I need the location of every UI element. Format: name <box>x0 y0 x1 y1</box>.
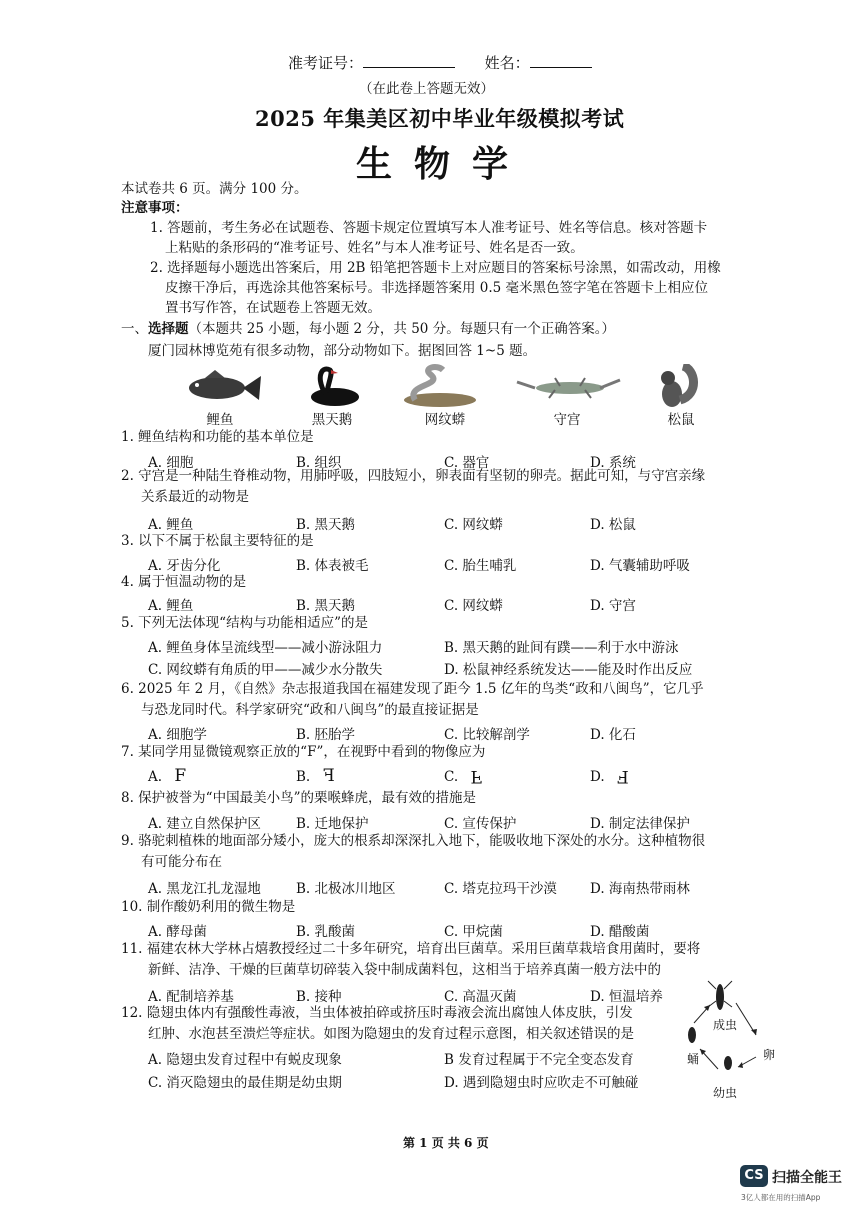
option-a-label: A. <box>148 769 163 785</box>
gecko-icon <box>517 378 620 398</box>
option-b: B. 黑天鹅 <box>296 598 356 614</box>
option-d: D. 制定法律保护 <box>590 816 690 832</box>
larva-label: 幼虫 <box>713 1086 738 1100</box>
question-stem-cont: 与恐龙同时代。科学家研究“政和八闽鸟”的最直接证据是 <box>141 702 479 718</box>
option-a: A. 细胞学 <box>148 727 207 743</box>
question-stem-cont: 新鲜、洁净、干燥的巨菌草切碎装入袋中制成菌料包，这相当于培养真菌一般方法中的 <box>148 962 661 978</box>
note-1-line-2: 上粘贴的条形码的“准考证号、姓名”与本人准考证号、姓名是否一致。 <box>165 240 584 256</box>
rove-beetle-lifecycle-diagram <box>680 975 780 1095</box>
option-d: D. 醋酸菌 <box>590 924 650 940</box>
option-c: C. 宣传保护 <box>444 816 517 832</box>
option-b: B. 乳酸菌 <box>296 924 356 940</box>
camscanner-logo-icon: CS <box>740 1165 768 1187</box>
option-c: C. 胎生哺乳 <box>444 558 517 574</box>
answer-invalid-notice: （在此卷上答题无效） <box>359 81 494 97</box>
note-2-line-2: 皮擦干净后，再选涂其他答案标号。非选择题答案用 0.5 毫米黑色签字笔在答题卡上相应位 <box>165 280 709 296</box>
python-snake-icon <box>404 367 476 407</box>
question-stem-cont: 关系最近的动物是 <box>141 489 249 505</box>
option-a: A. 细胞 <box>148 455 194 471</box>
option-c: C. 比较解剖学 <box>444 727 530 743</box>
animal-label: 松鼠 <box>667 412 695 428</box>
option-a: A. 鲤鱼身体呈流线型——减小游泳阻力 <box>148 640 383 656</box>
pupa-label: 蛹 <box>687 1052 700 1066</box>
exam-number-label: 准考证号： <box>288 54 364 72</box>
option-c: C. 网纹蟒 <box>444 517 503 533</box>
question-stem: 6. 2025 年 2 月，《自然》杂志报道我国在福建发现了距今 1.5 亿年的鸟类“政和八闽鸟”，它几乎 <box>121 681 704 697</box>
option-b-label: B. <box>296 769 311 785</box>
option-b: B. 组织 <box>296 455 342 471</box>
camscanner-name: 扫描全能王 <box>772 1170 842 1186</box>
question-stem-cont: 有可能分布在 <box>141 854 222 870</box>
option-c <box>444 766 482 786</box>
option-d: D. 松鼠神经系统发达——能及时作出反应 <box>444 662 693 678</box>
option-d-label: D. <box>590 769 605 785</box>
option-b: B. 北极冰川地区 <box>296 881 396 897</box>
option-b: B. 体表被毛 <box>296 558 369 574</box>
question-stem: 7. 某同学用显微镜观察正放的“F”，在视野中看到的物像应为 <box>121 744 486 760</box>
question-stem: 3. 以下不属于松鼠主要特征的是 <box>121 533 314 549</box>
option-c: C. 高温灭菌 <box>444 989 517 1005</box>
exam-title: 2025 年集美区初中毕业年级模拟考试 <box>255 106 625 131</box>
option-b <box>296 766 334 786</box>
egg-label: 卵 <box>763 1048 776 1062</box>
question-stem: 11. 福建农林大学林占熺教授经过二十多年研究，培育出巨菌草。采用巨菌草栽培食用菌时，要将 <box>121 941 701 957</box>
carp-fish-icon <box>189 370 261 400</box>
notes-title: 注意事项： <box>121 200 189 216</box>
section-heading <box>121 320 615 339</box>
option-a: A. 隐翅虫发育过程中有蜕皮现象 <box>148 1052 342 1068</box>
option-a: A. 黑龙江扎龙湿地 <box>148 881 261 897</box>
option-c: C. 塔克拉玛干沙漠 <box>444 881 557 897</box>
black-swan-icon <box>311 369 359 406</box>
animal-label: 鲤鱼 <box>206 412 234 428</box>
section-number: 一、 <box>121 321 148 337</box>
question-stem: 9. 骆驼刺植株的地面部分矮小，庞大的根系却深深扎入地下，能吸收地下深处的水分。这种植物很 <box>121 833 706 849</box>
adult-label: 成虫 <box>713 1018 738 1032</box>
f-glyph-upright: F <box>174 766 187 786</box>
option-c-label: C. <box>444 769 459 785</box>
question-stem: 5. 下列无法体现“结构与功能相适应”的是 <box>121 615 368 631</box>
option-b: B. 黑天鹅的趾间有蹼——利于水中游泳 <box>444 640 679 656</box>
option-d: D. 系统 <box>590 455 636 471</box>
option-c: C. 网纹蟒 <box>444 598 503 614</box>
animal-label: 黑天鹅 <box>311 412 353 428</box>
option-a: A. 鲤鱼 <box>148 517 194 533</box>
adult-beetle-icon <box>708 981 732 1010</box>
f-glyph-flipped: F <box>470 766 483 786</box>
option-c: C. 消灭隐翅虫的最佳期是幼虫期 <box>148 1075 342 1091</box>
option-d: D. 恒温培养 <box>590 989 663 1005</box>
f-glyph-rotated: F <box>616 766 629 786</box>
option-a: A. 建立自然保护区 <box>148 816 261 832</box>
exam-info-line <box>288 52 592 73</box>
animal-figures <box>175 364 795 410</box>
larva-icon <box>724 1056 732 1070</box>
question-stem: 2. 守宫是一种陆生脊椎动物，用肺呼吸，四肢短小，卵表面有坚韧的卵壳。据此可知，与守宫亲缘 <box>121 468 706 484</box>
option-b: B. 胚胎学 <box>296 727 356 743</box>
question-stem: 12. 隐翅虫体内有强酸性毒液，当虫体被拍碎或挤压时毒液会流出腐蚀人体皮肤，引发 <box>121 1005 633 1021</box>
note-2-line-3: 置书写作答，在试题卷上答题无效。 <box>165 300 381 316</box>
animal-label: 守宫 <box>553 412 581 428</box>
option-d: D. 海南热带雨林 <box>590 881 690 897</box>
question-stem: 4. 属于恒温动物的是 <box>121 574 247 590</box>
section-rules: （本题共 25 小题，每小题 2 分，共 50 分。每题只有一个正确答案。） <box>188 321 615 337</box>
name-label: 姓名： <box>484 54 530 72</box>
question-stem-cont: 红肿、水泡甚至溃烂等症状。如图为隐翅虫的发育过程示意图，相关叙述错误的是 <box>148 1026 634 1042</box>
paper-info: 本试卷共 6 页。满分 100 分。 <box>121 181 308 197</box>
pupa-icon <box>688 1027 696 1043</box>
option-a <box>148 766 186 786</box>
option-a: A. 配制培养基 <box>148 989 234 1005</box>
subject-title: 生物学 <box>356 143 531 185</box>
option-b: B. 黑天鹅 <box>296 517 356 533</box>
option-a: A. 牙齿分化 <box>148 558 221 574</box>
option-a: A. 酵母菌 <box>148 924 207 940</box>
question-stem: 1. 鲤鱼结构和功能的基本单位是 <box>121 429 314 445</box>
option-b: B. 接种 <box>296 989 342 1005</box>
page-number: 第 1 页 共 6 页 <box>403 1136 489 1150</box>
option-a: A. 鲤鱼 <box>148 598 194 614</box>
squirrel-icon <box>661 366 694 407</box>
question-stem: 8. 保护被誉为“中国最美小鸟”的栗喉蜂虎，最有效的措施是 <box>121 790 476 806</box>
animal-stem: 厦门园林博览苑有很多动物，部分动物如下。据图回答 1~5 题。 <box>148 343 537 359</box>
option-d: D. 守宫 <box>590 598 636 614</box>
option-b: B. 迁地保护 <box>296 816 369 832</box>
option-d: D. 松鼠 <box>590 517 636 533</box>
option-d: D. 化石 <box>590 727 636 743</box>
note-2-line-1: 2. 选择题每小题选出答案后，用 2B 铅笔把答题卡上对应题目的答案标号涂黑，如需改动，用橡 <box>150 260 721 276</box>
note-1-line-1: 1. 答题前，考生务必在试题卷、答题卡规定位置填写本人准考证号、姓名等信息。核对答题卡 <box>150 220 708 236</box>
exam-number-blank <box>363 53 455 68</box>
option-c: C. 器官 <box>444 455 490 471</box>
camscanner-tagline: 3亿人都在用的扫描App <box>741 1193 821 1202</box>
section-name: 选择题 <box>148 321 189 337</box>
option-d: D. 遇到隐翅虫时应吹走不可触碰 <box>444 1075 639 1091</box>
option-c: C. 网纹蟒有角质的甲——减少水分散失 <box>148 662 383 678</box>
option-b: B 发育过程属于不完全变态发育 <box>444 1052 634 1068</box>
option-d <box>590 766 629 786</box>
option-d: D. 气囊辅助呼吸 <box>590 558 690 574</box>
f-glyph-mirrored: F <box>322 766 335 786</box>
question-stem: 10. 制作酸奶利用的微生物是 <box>121 899 296 915</box>
animal-label: 网纹蟒 <box>424 412 466 428</box>
name-blank <box>530 53 592 68</box>
option-c: C. 甲烷菌 <box>444 924 503 940</box>
